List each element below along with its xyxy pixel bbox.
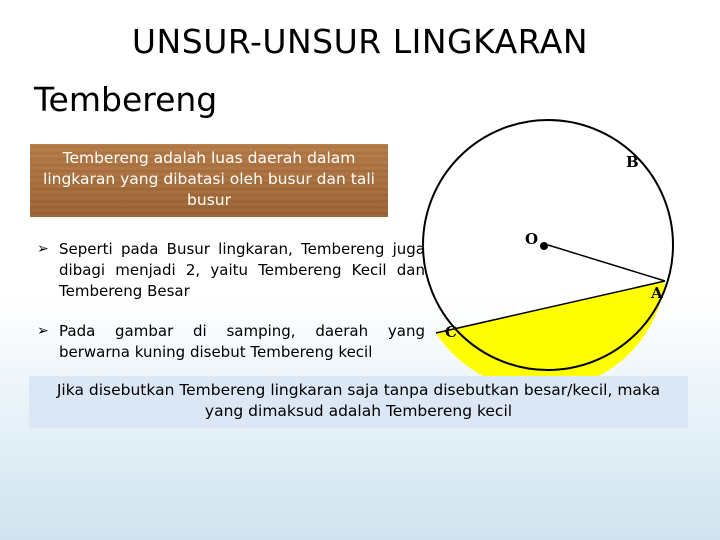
slide-title: UNSUR-UNSUR LINGKARAN: [131, 22, 589, 61]
point-label-a: A: [651, 284, 663, 302]
bullet-text: Pada gambar di samping, daerah yang berwarna kuning disebut Tembereng kecil: [59, 322, 425, 361]
note-box: [29, 376, 688, 428]
point-label-b: B: [626, 153, 639, 171]
definition-text: Tembereng adalah luas daerah dalam lingkaran yang dibatasi oleh busur dan tali busur: [43, 149, 375, 209]
arrow-bullet-icon: ➢: [37, 323, 49, 339]
arrow-bullet-icon: ➢: [37, 241, 49, 257]
bullet-text: Seperti pada Busur lingkaran, Tembereng juga dibagi menjadi 2, yaitu Tembereng Kecil dan Tembereng Besar: [59, 240, 425, 300]
radius-line: [548, 245, 665, 281]
minor-segment-fill: [436, 281, 665, 390]
note-text: Jika disebutkan Tembereng lingkaran saja tanpa disebutkan besar/kecil, maka yang dimaksud adalah Tembereng kecil: [56, 381, 661, 420]
point-label-o: O: [525, 230, 539, 248]
point-label-c: C: [445, 323, 457, 341]
center-point: [540, 242, 548, 250]
slide-subtitle: Tembereng: [34, 80, 218, 119]
